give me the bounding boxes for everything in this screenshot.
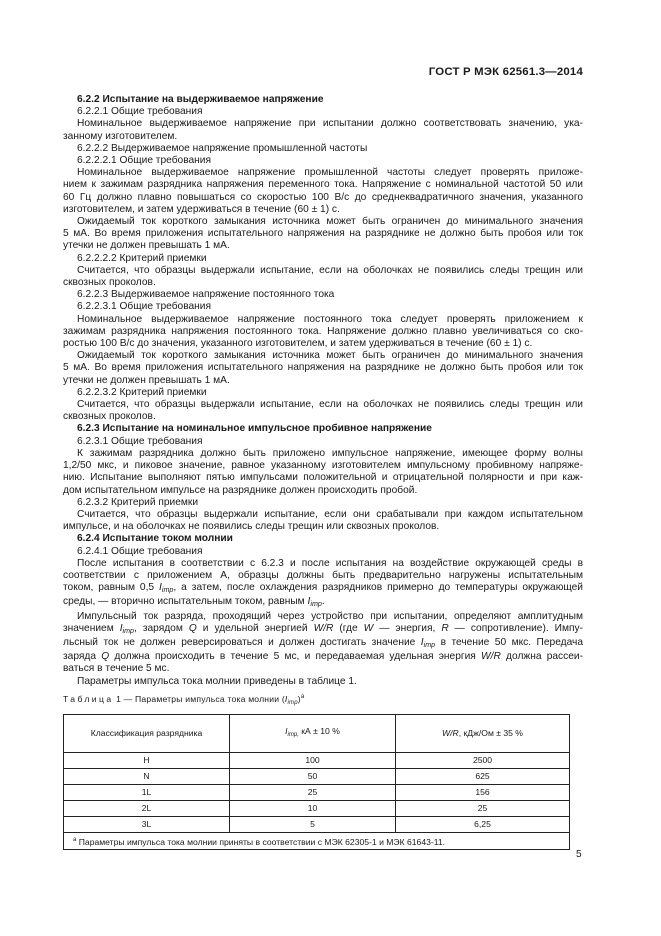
cell-imp: 50 bbox=[230, 768, 396, 784]
document-body bbox=[63, 94, 584, 850]
col-header-classification: Классификация разрядника bbox=[64, 714, 230, 752]
table-row bbox=[64, 768, 570, 784]
subsection-heading: 6.2.2.2.1 Общие требования bbox=[77, 155, 211, 167]
text-line: Номинальное выдерживаемое напряжение при испытании должно соответствовать значению, ука- bbox=[77, 118, 583, 130]
cell-imp: 10 bbox=[230, 800, 396, 816]
text-line: К зажимам разрядника должно быть приложено импульсное напряжение, имеющее форму волны bbox=[77, 447, 583, 459]
standard-header: ГОСТ Р МЭК 62561.3—2014 bbox=[428, 66, 583, 78]
page-number: 5 bbox=[576, 849, 582, 860]
cell-class: N bbox=[64, 768, 230, 784]
section-heading: 6.2.4 Испытание током молнии bbox=[77, 533, 233, 545]
text-line: соответствии с приложением А, образцы должны быть предварительно нагружены испытательным bbox=[63, 569, 583, 581]
section-heading: 6.2.2 Испытание на выдерживаемое напряжение bbox=[77, 94, 324, 105]
text-line: Импульсный ток разряда, проходящий через устройство при испытании, определяют амплитудным bbox=[77, 610, 583, 622]
text-line: сквозных проколов. bbox=[63, 411, 156, 423]
table-row bbox=[64, 784, 570, 800]
text-line: Считается, что образцы выдержали испытание, если они срабатывали при каждом испытательном bbox=[77, 508, 583, 520]
subsection-heading: 6.2.2.1 Общие требования bbox=[77, 106, 203, 118]
text-line: током, равным 0,5 $I_{imp}$, а затем, после охлаждения разрядников примерно до температуры окружающей bbox=[63, 582, 583, 595]
text-line: зажимам разрядника напряжения постоянного тока. Напряжение должно плавно увеличиваться со ско- bbox=[63, 325, 583, 337]
cell-class: 2L bbox=[64, 800, 230, 816]
col-header-imp: $I_{imp,}$ кА ± 10 % bbox=[230, 714, 396, 752]
col-header-wr: W/R, кДж/Ом ± 35 % bbox=[396, 714, 570, 752]
text-line: Ожидаемый ток короткого замыкания источника может быть ограничен до минимального значения bbox=[77, 350, 583, 362]
text-line: 5 мА. Во время приложения испытательного напряжения на разряднике не должно быть пробоя или ток bbox=[63, 362, 583, 374]
subsection-heading: 6.2.2.3 Выдерживаемое напряжение постоянного тока bbox=[77, 289, 335, 301]
text-line: утечки не должен превышать 1 мА. bbox=[63, 374, 230, 386]
text-line: льсный ток не должен реверсироваться и должен достигать значение $I_{imp}$ в течение 50 мкс. Передача bbox=[63, 636, 583, 649]
text-line: заряда Q должна происходить в течение 5 мс, и передаваемая удельная энергия W/R должна рассеи- bbox=[63, 651, 583, 663]
text-line: 5 мА. Во время приложения испытательного напряжения на разряднике не должно быть пробоя или ток bbox=[63, 228, 583, 240]
lightning-impulse-table bbox=[63, 714, 570, 850]
text-line: Номинальное выдерживаемое напряжение промышленной частоты следует проверять приложе- bbox=[77, 167, 583, 179]
cell-wr: 2500 bbox=[396, 752, 570, 768]
text-line: утечки не должен превышать 1 мА. bbox=[63, 240, 230, 252]
cell-wr: 156 bbox=[396, 784, 570, 800]
subsection-heading: 6.2.4.1 Общие требования bbox=[77, 545, 203, 557]
text-line: ваться в течение 5 мс. bbox=[63, 663, 170, 675]
text-line: занному изготовителем. bbox=[63, 130, 178, 142]
text-line: 60 Гц должно плавно повышаться со скоростью 100 В/с до среднеквадратичного значения, указанного bbox=[63, 191, 583, 203]
cell-imp: 100 bbox=[230, 752, 396, 768]
text-line: Ожидаемый ток короткого замыкания источника может быть ограничен до минимального значения bbox=[77, 216, 583, 228]
text-line: Номинальное выдерживаемое напряжение постоянного тока следует проверять приложением к bbox=[77, 313, 583, 325]
text-line: ростью 100 В/с до значения, указанного изготовителем, и затем удерживаться в течение (60 ± 1) с. bbox=[63, 338, 533, 350]
table-row bbox=[64, 752, 570, 768]
cell-imp: 25 bbox=[230, 784, 396, 800]
cell-class: H bbox=[64, 752, 230, 768]
text-line: изготовителем, и затем удерживаться в течение (60 ± 1) с. bbox=[63, 203, 340, 215]
subsection-heading: 6.2.3.2 Критерий приемки bbox=[77, 496, 199, 508]
text-line: сквозных проколов. bbox=[63, 277, 156, 289]
subsection-heading: 6.2.3.1 Общие требования bbox=[77, 435, 203, 447]
cell-imp: 5 bbox=[230, 816, 396, 832]
text-line: импульсе, и на оболочках не появились следы трещин или сквозных проколов. bbox=[63, 521, 440, 533]
cell-class: 3L bbox=[64, 816, 230, 832]
text-line: среды, — вторично испытательным током, равным $I_{imp}$. bbox=[63, 596, 325, 609]
cell-wr: 25 bbox=[396, 800, 570, 816]
table-footnote: $^а$ Параметры импульса тока молнии приняты в соответствии с МЭК 62305-1 и МЭК 61643-11. bbox=[64, 832, 570, 849]
table-header-row bbox=[64, 714, 570, 752]
table-row bbox=[64, 816, 570, 832]
subsection-heading: 6.2.2.3.2 Критерий приемки bbox=[77, 386, 207, 398]
text-line: дом испытательном импульсе на разряднике должен происходить пробой. bbox=[63, 484, 418, 496]
cell-wr: 625 bbox=[396, 768, 570, 784]
text-line: нием к зажимам разрядника напряжения переменного тока. Напряжение с номинальной частотой 50 или bbox=[63, 179, 583, 191]
cell-wr: 6,25 bbox=[396, 816, 570, 832]
subsection-heading: 6.2.2.2.2 Критерий приемки bbox=[77, 252, 207, 264]
section-heading: 6.2.3 Испытание на номинальное импульсное пробивное напряжение bbox=[77, 423, 432, 435]
text-line: Считается, что образцы выдержали испытание, если на оболочках не появились следы трещин или bbox=[77, 264, 583, 276]
subsection-heading: 6.2.2.3.1 Общие требования bbox=[77, 301, 211, 313]
cell-class: 1L bbox=[64, 784, 230, 800]
text-line: значением $I_{imp}$, зарядом Q и удельной энергией W/R (где W — энергия, R — сопротивление). Импу- bbox=[63, 622, 584, 635]
text-line: Параметры импульса тока молнии приведены в таблице 1. bbox=[77, 675, 357, 687]
text-line: 1,2/50 мкс, и пиковое значение, равное указанному изготовителем импульсному пробивному напряже- bbox=[63, 460, 583, 472]
table-caption: Таблица 1 — Параметры импульса тока молнии $(I_{imp})^а$ bbox=[63, 693, 305, 706]
text-line: После испытания в соответствии с 6.2.3 и после испытания на воздействие окружающей среды в bbox=[77, 557, 583, 569]
text-line: нию. Испытание выполняют пятью импульсами положительной и отрицательной полярности и при каж- bbox=[63, 472, 583, 484]
table-footnote-row bbox=[64, 832, 570, 849]
text-line: Считается, что образцы выдержали испытание, если на оболочках не появились следы трещин или bbox=[77, 399, 583, 411]
subsection-heading: 6.2.2.2 Выдерживаемое напряжение промышленной частоты bbox=[77, 142, 368, 154]
table-row bbox=[64, 800, 570, 816]
